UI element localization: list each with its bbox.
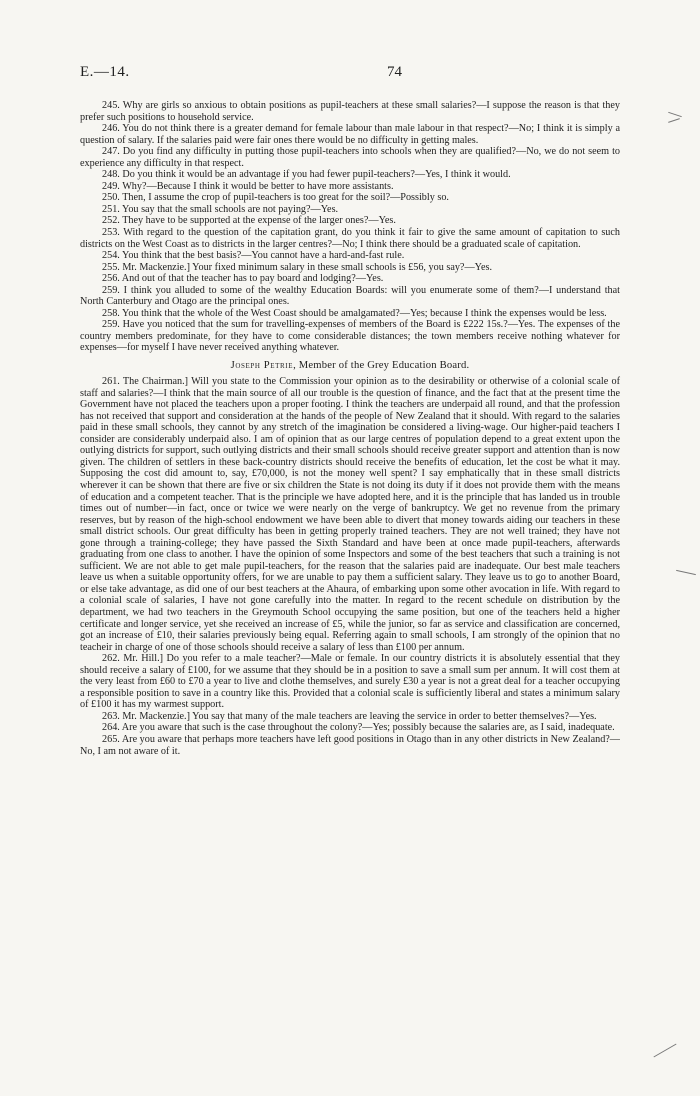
page-number: 74 bbox=[387, 64, 402, 80]
paragraph: 259. Have you noticed that the sum for travelling-expenses of members of the Board is £222 15s.?—Yes. The expenses of the country members predominate, for they have to come considerable distances; the town members receive nothing whatever for expenses—for myself I have never received anything whatever. bbox=[80, 319, 620, 354]
paragraph: 255. Mr. Mackenzie.] Your fixed minimum salary in these small schools is £56, you say?—Yes. bbox=[102, 261, 493, 273]
witness-role: , Member of the Grey Education Board. bbox=[293, 360, 470, 372]
paragraph: 263. Mr. Mackenzie.] You say that many of the male teachers are leaving the service in order to better themselves?—Yes. bbox=[102, 710, 597, 722]
margin-mark bbox=[668, 118, 680, 123]
paragraph: 265. Are you aware that perhaps more teachers have left good positions in Otago than in any other districts in New Zealand?—No, I am not aware of it. bbox=[80, 733, 620, 757]
document-reference: E.—14. bbox=[80, 64, 130, 80]
document-page bbox=[80, 64, 620, 757]
paragraph: 245. Why are girls so anxious to obtain positions as pupil-teachers at these small salaries?—I suppose the reason is that they prefer such positions to household service. bbox=[80, 100, 620, 123]
paragraph: 249. Why?—Because I think it would be better to have more assistants. bbox=[102, 180, 394, 192]
paragraph: 258. You think that the whole of the West Coast should be amalgamated?—Yes; because I think the expenses would be less. bbox=[102, 307, 607, 319]
paragraph: 246. You do not think there is a greater demand for female labour than male labour in that respect?—No; I think it is simply a question of salary. If the salaries paid were fair ones there would be no difficulty in getting males. bbox=[80, 123, 620, 146]
paragraph: 250. Then, I assume the crop of pupil-teachers is too great for the soil?—Possibly so. bbox=[102, 192, 449, 204]
body-text bbox=[80, 100, 620, 757]
paragraph: 262. Mr. Hill.] Do you refer to a male teacher?—Male or female. In our country districts it is absolutely essential that they should receive a salary of £100, for we assume that they should be in a position to save a small sum per annum. It will cost them at the very least from £60 to £70 a year to live and clothe themselves, and surely £30 a year is not a great deal for a teacher occupying a responsible position to save in a country like this. Provided that a colonial scale is sufficiently liberal and states a minimum salary of £100 it has my warmest support. bbox=[80, 653, 620, 711]
paragraph: 248. Do you think it would be an advantage if you had fewer pupil-teachers?—Yes, I think it would. bbox=[102, 169, 511, 181]
margin-mark bbox=[653, 1044, 676, 1058]
margin-mark bbox=[676, 570, 696, 575]
paragraph: 247. Do you find any difficulty in putting those pupil-teachers into schools when they are qualified?—No, we do not seem to experience any difficulty in that respect. bbox=[80, 146, 620, 169]
margin-mark bbox=[668, 112, 682, 117]
page-header bbox=[80, 64, 620, 92]
paragraph: 251. You say that the small schools are not paying?—Yes. bbox=[102, 203, 339, 215]
witness-name: Joseph Petrie bbox=[230, 360, 294, 372]
paragraph: 261. The Chairman.] Will you state to the Commission your opinion as to the desirability or otherwise of a colonial scale of staff and salaries?—I think that the main source of all our trouble is the question of finance, and the fact that at the present time the Government have not placed the teachers upon a proper footing. I think the teachers are underpaid all round, and that the profession has not received that support and consideration at the hands of the people of New Zealand that it should. With regard to the salaries paid in these small schools, they cannot by any stretch of the imagination be considered a living-wage. Our higher-paid teachers I consider are considerably underpaid also. I am of opinion that as our large centres of population depend to a great extent upon the outlying districts for support, such outlying districts and their small schools should receive greater support and attention than is now given. The children of settlers in these back-country districts should receive the benefits of education, let the cost be what it may. Supposing the cost did amount to, say, £70,000, is not the money well spent? I say emphatically that in these small districts wherever it can be shown that there are five or six children the State is not doing its duty if it does not provide them with the means of education and a competent teacher. That is the principle we have adopted here, and it is the principle that has landed us in trouble times out of number—in fact, once or twice we were nearly on the verge of bankruptcy. We get no revenue from the primary reserves, but by reason of the high-school endowment we have been able to divert that money towards aiding our teachers in these small district schools. Our great difficulty has been in getting properly trained teachers. They are not well trained; they have not gone through a training-college; they have passed the Sixth Standard and have been at once made pupil-teachers, afterwards graduating from one class to another. I have the opinion of some Inspectors and some of the best teachers that such a training is not sufficient. We are not able to get male pupil-teachers, for the reason that the salaries paid are inadequate. Our best male teachers leave us when a suitable opportunity offers, for we are unable to pay them a sufficient salary. They leave us to go to another Board, or else take advantage, as did one of our best teachers at the Ahaura, of embarking upon some other avocation in life. With regard to a colonial scale of salaries, I have not gone carefully into the matter. In regard to the recent schedule on distribution by the department, we had two teachers in the Greymouth School occupying the same position, but one of the teachers held a higher certificate and longer service, yet she received an increase of £5, while the junior, so far as service and classification are concerned, got an increase of £10, their salaries previously being equal. Referring again to small schools, I am strongly of the opinion that no teacheir in charge of one of those schools should receive a salary of less than £100 per annum. bbox=[80, 376, 620, 653]
witness-heading bbox=[80, 360, 620, 372]
paragraph: 252. They have to be supported at the expense of the larger ones?—Yes. bbox=[102, 215, 396, 227]
paragraph: 264. Are you aware that such is the case throughout the colony?—Yes; possibly because the salaries are, as I said, inadequate. bbox=[102, 722, 615, 734]
paragraph: 259. I think you alluded to some of the wealthy Education Boards: will you enumerate some of them?—I understand that North Canterbury and Otago are the principal ones. bbox=[80, 284, 620, 308]
paragraph: 253. With regard to the question of the capitation grant, do you think it fair to give the same amount of capitation to such districts on the West Coast as to districts in the larger centres?—No; I think there should be a graduated scale of capitation. bbox=[80, 227, 620, 250]
paragraph: 254. You think that the best basis?—You cannot have a hard-and-fast rule. bbox=[102, 250, 405, 262]
paragraph: 256. And out of that the teacher has to pay board and lodging?—Yes. bbox=[102, 273, 384, 285]
